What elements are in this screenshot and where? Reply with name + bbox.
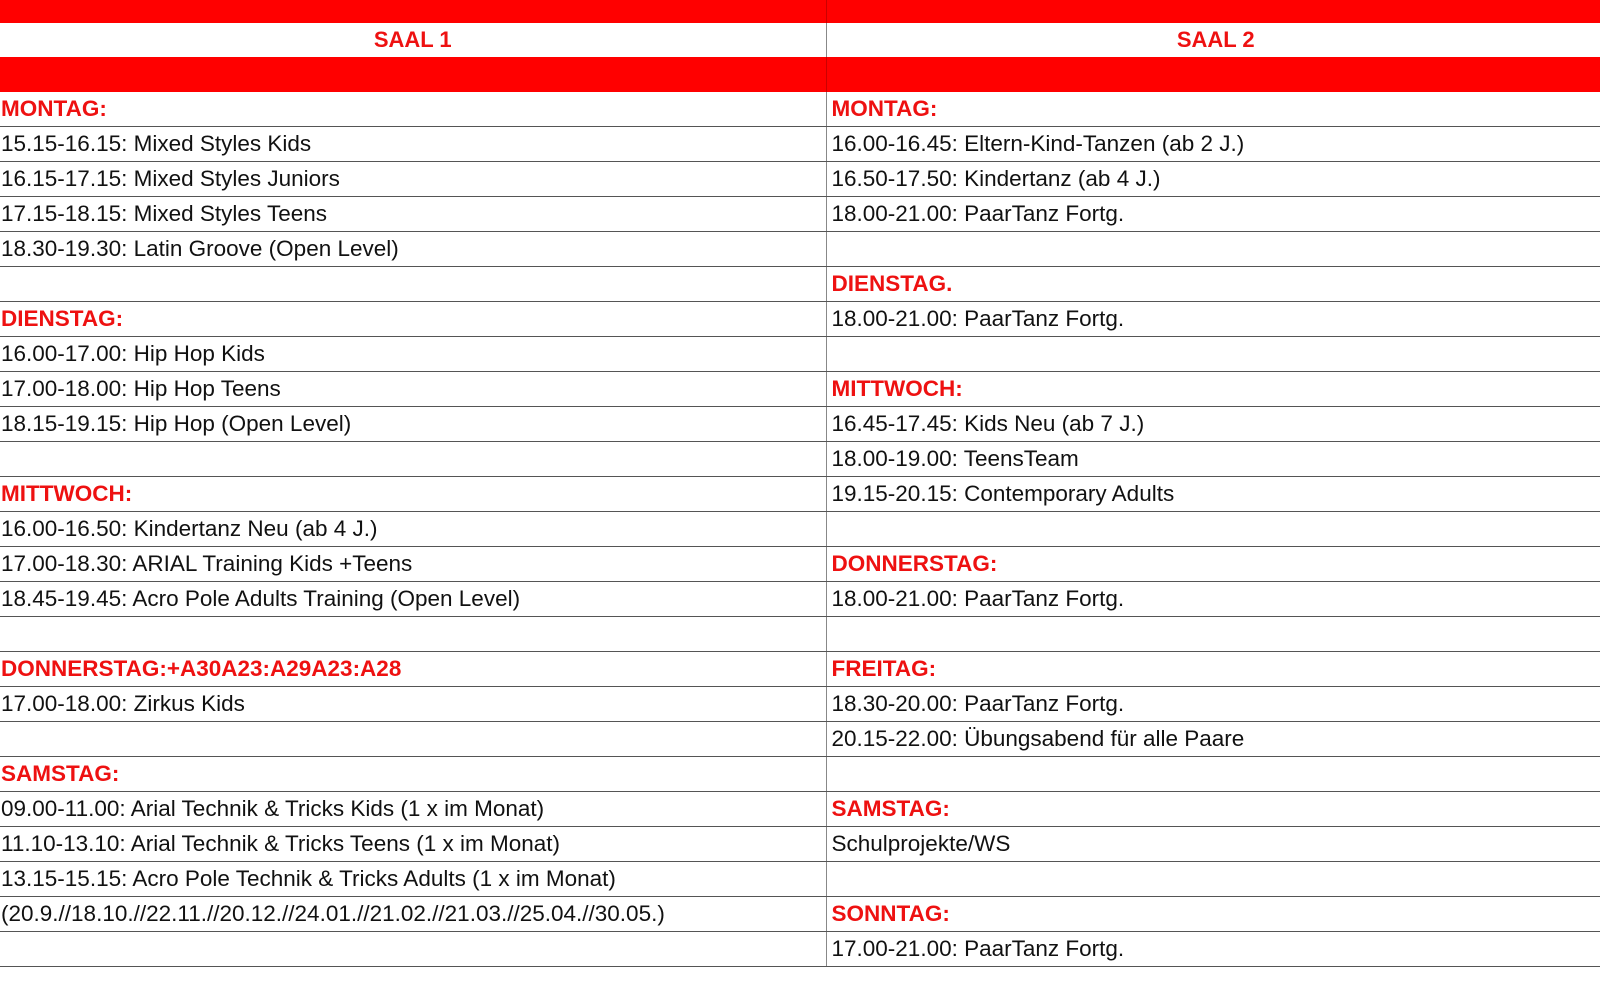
saal1-empty-cell (0, 932, 826, 967)
middle-red-bar-right (826, 57, 1600, 92)
saal1-class-entry: 16.00-17.00: Hip Hop Kids (0, 337, 826, 372)
schedule-row (0, 442, 1600, 477)
saal2-empty-cell (826, 757, 1600, 792)
saal2-empty-cell (826, 337, 1600, 372)
saal2-class-entry: 16.00-16.45: Eltern-Kind-Tanzen (ab 2 J.) (826, 127, 1600, 162)
saal2-class-entry: 18.00-19.00: TeensTeam (826, 442, 1600, 477)
saal1-class-entry: (20.9.//18.10.//22.11.//20.12.//24.01.//21.02.//21.03.//25.04.//30.05.) (0, 897, 826, 932)
saal2-header: SAAL 2 (1176, 27, 1255, 52)
schedule-row (0, 372, 1600, 407)
saal2-class-entry: 18.00-21.00: PaarTanz Fortg. (826, 302, 1600, 337)
saal2-day-heading: MONTAG: (826, 92, 1600, 127)
saal2-empty-cell (826, 232, 1600, 267)
saal1-day-heading: DIENSTAG: (0, 302, 826, 337)
schedule-row (0, 407, 1600, 442)
schedule-row (0, 687, 1600, 722)
top-red-bar (0, 0, 1600, 23)
top-red-bar-right (826, 0, 1600, 23)
schedule-row (0, 652, 1600, 687)
schedule-row (0, 547, 1600, 582)
middle-red-bar (0, 57, 1600, 92)
saal1-empty-cell (0, 617, 826, 652)
saal1-class-entry: 16.00-16.50: Kindertanz Neu (ab 4 J.) (0, 512, 826, 547)
schedule-row (0, 127, 1600, 162)
saal2-class-entry: 19.15-20.15: Contemporary Adults (826, 477, 1600, 512)
schedule-row (0, 232, 1600, 267)
schedule-row (0, 197, 1600, 232)
saal2-class-entry: 16.45-17.45: Kids Neu (ab 7 J.) (826, 407, 1600, 442)
saal2-day-heading: FREITAG: (826, 652, 1600, 687)
saal1-class-entry: 18.15-19.15: Hip Hop (Open Level) (0, 407, 826, 442)
saal2-class-entry: 18.00-21.00: PaarTanz Fortg. (826, 197, 1600, 232)
saal1-day-heading: MONTAG: (0, 92, 826, 127)
saal1-empty-cell (0, 722, 826, 757)
saal1-empty-cell (0, 442, 826, 477)
saal2-empty-cell (826, 512, 1600, 547)
top-red-bar-left (0, 0, 826, 23)
saal2-class-entry: 16.50-17.50: Kindertanz (ab 4 J.) (826, 162, 1600, 197)
saal1-class-entry: 13.15-15.15: Acro Pole Technik & Tricks Adults (1 x im Monat) (0, 862, 826, 897)
schedule-row (0, 92, 1600, 127)
saal1-class-entry: 18.30-19.30: Latin Groove (Open Level) (0, 232, 826, 267)
saal1-class-entry: 17.00-18.00: Hip Hop Teens (0, 372, 826, 407)
schedule-row (0, 512, 1600, 547)
saal1-class-entry: 11.10-13.10: Arial Technik & Tricks Teens (1 x im Monat) (0, 827, 826, 862)
schedule-row (0, 337, 1600, 372)
saal1-day-heading: MITTWOCH: (0, 477, 826, 512)
schedule-row (0, 617, 1600, 652)
saal2-class-entry: 18.30-20.00: PaarTanz Fortg. (826, 687, 1600, 722)
saal2-class-entry: 20.15-22.00: Übungsabend für alle Paare (826, 722, 1600, 757)
saal2-day-heading: SAMSTAG: (826, 792, 1600, 827)
schedule-row (0, 932, 1600, 967)
schedule-row (0, 897, 1600, 932)
saal1-class-entry: 17.00-18.30: ARIAL Training Kids +Teens (0, 547, 826, 582)
saal1-class-entry: 17.15-18.15: Mixed Styles Teens (0, 197, 826, 232)
saal1-day-heading: DONNERSTAG:+A30A23:A29A23:A28 (0, 652, 826, 687)
saal2-day-heading: DIENSTAG. (826, 267, 1600, 302)
schedule-row (0, 477, 1600, 512)
schedule-row (0, 862, 1600, 897)
saal2-class-entry: Schulprojekte/WS (826, 827, 1600, 862)
schedule-row (0, 582, 1600, 617)
schedule-row (0, 722, 1600, 757)
schedule-row (0, 162, 1600, 197)
schedule-row (0, 827, 1600, 862)
saal1-header: SAAL 1 (0, 23, 826, 57)
saal2-empty-cell (826, 617, 1600, 652)
schedule-row (0, 757, 1600, 792)
saal1-class-entry: 09.00-11.00: Arial Technik & Tricks Kids (1 x im Monat) (0, 792, 826, 827)
middle-red-bar-left (0, 57, 826, 92)
saal1-class-entry: 18.45-19.45: Acro Pole Adults Training (Open Level) (0, 582, 826, 617)
saal2-empty-cell (826, 862, 1600, 897)
header-row (0, 23, 1600, 57)
saal2-class-entry: 17.00-21.00: PaarTanz Fortg. (826, 932, 1600, 967)
saal2-day-heading: SONNTAG: (826, 897, 1600, 932)
saal2-day-heading: DONNERSTAG: (826, 547, 1600, 582)
saal1-class-entry: 15.15-16.15: Mixed Styles Kids (0, 127, 826, 162)
saal1-empty-cell (0, 267, 826, 302)
saal1-day-heading: SAMSTAG: (0, 757, 826, 792)
saal1-class-entry: 16.15-17.15: Mixed Styles Juniors (0, 162, 826, 197)
saal2-class-entry: 18.00-21.00: PaarTanz Fortg. (826, 582, 1600, 617)
saal1-class-entry: 17.00-18.00: Zirkus Kids (0, 687, 826, 722)
schedule-row (0, 267, 1600, 302)
schedule-row (0, 792, 1600, 827)
saal2-day-heading: MITTWOCH: (826, 372, 1600, 407)
schedule-row (0, 302, 1600, 337)
